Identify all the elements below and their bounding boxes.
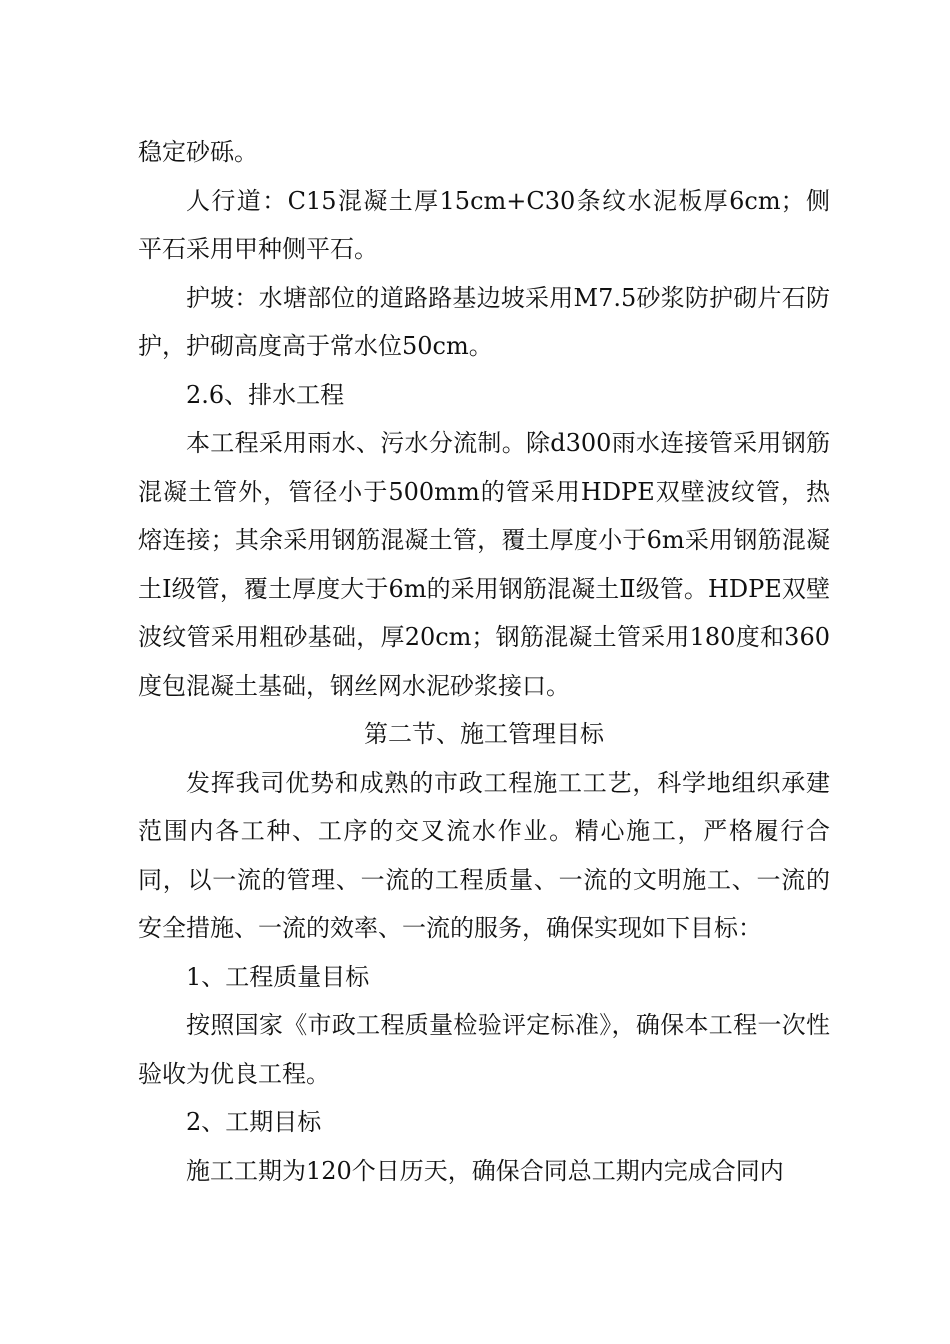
subheading-schedule-goal: 2、工期目标 (186, 1108, 322, 1136)
document-body (138, 128, 830, 1195)
section-heading-drainage: 2.6、排水工程 (186, 380, 345, 409)
paragraph-continuation: 稳定砂砾。 (138, 138, 258, 166)
paragraph-drainage: 本工程采用雨水、污水分流制。除d300雨水连接管采用钢筋混凝土管外，管径小于500mm的管采用HDPE双壁波纹管，热熔连接；其余采用钢筋混凝土管，覆土厚度小于6m采用钢筋混凝土Ⅰ级管，覆土厚度大于6m的采用钢筋混凝土Ⅱ级管。HDPE双壁波纹管采用粗砂基础，厚20cm；钢筋混凝土管采用180度和360度包混凝土基础，钢丝网水泥砂浆接口。 (138, 429, 830, 700)
paragraph-slope-protection: 护坡：水塘部位的道路路基边坡采用M7.5砂浆防护砌片石防护，护砌高度高于常水位50cm。 (138, 283, 830, 360)
subheading-quality-goal: 1、工程质量目标 (186, 962, 370, 991)
paragraph-quality-goal: 按照国家《市政工程质量检验评定标准》，确保本工程一次性验收为优良工程。 (138, 1011, 830, 1088)
paragraph-schedule-goal: 施工工期为120个日历天，确保合同总工期内完成合同内 (186, 1156, 784, 1185)
paragraph-sidewalk: 人行道：C15混凝土厚15cm+C30条纹水泥板厚6cm；侧平石采用甲种侧平石。 (138, 186, 830, 263)
paragraph-management-intro: 发挥我司优势和成熟的市政工程施工工艺，科学地组织承建范围内各工种、工序的交叉流水作业。精心施工，严格履行合同，以一流的管理、一流的工程质量、一流的文明施工、一流的安全措施、一流的效率、一流的服务，确保实现如下目标： (138, 768, 830, 942)
section-title-management-goals: 第二节、施工管理目标 (364, 720, 604, 748)
